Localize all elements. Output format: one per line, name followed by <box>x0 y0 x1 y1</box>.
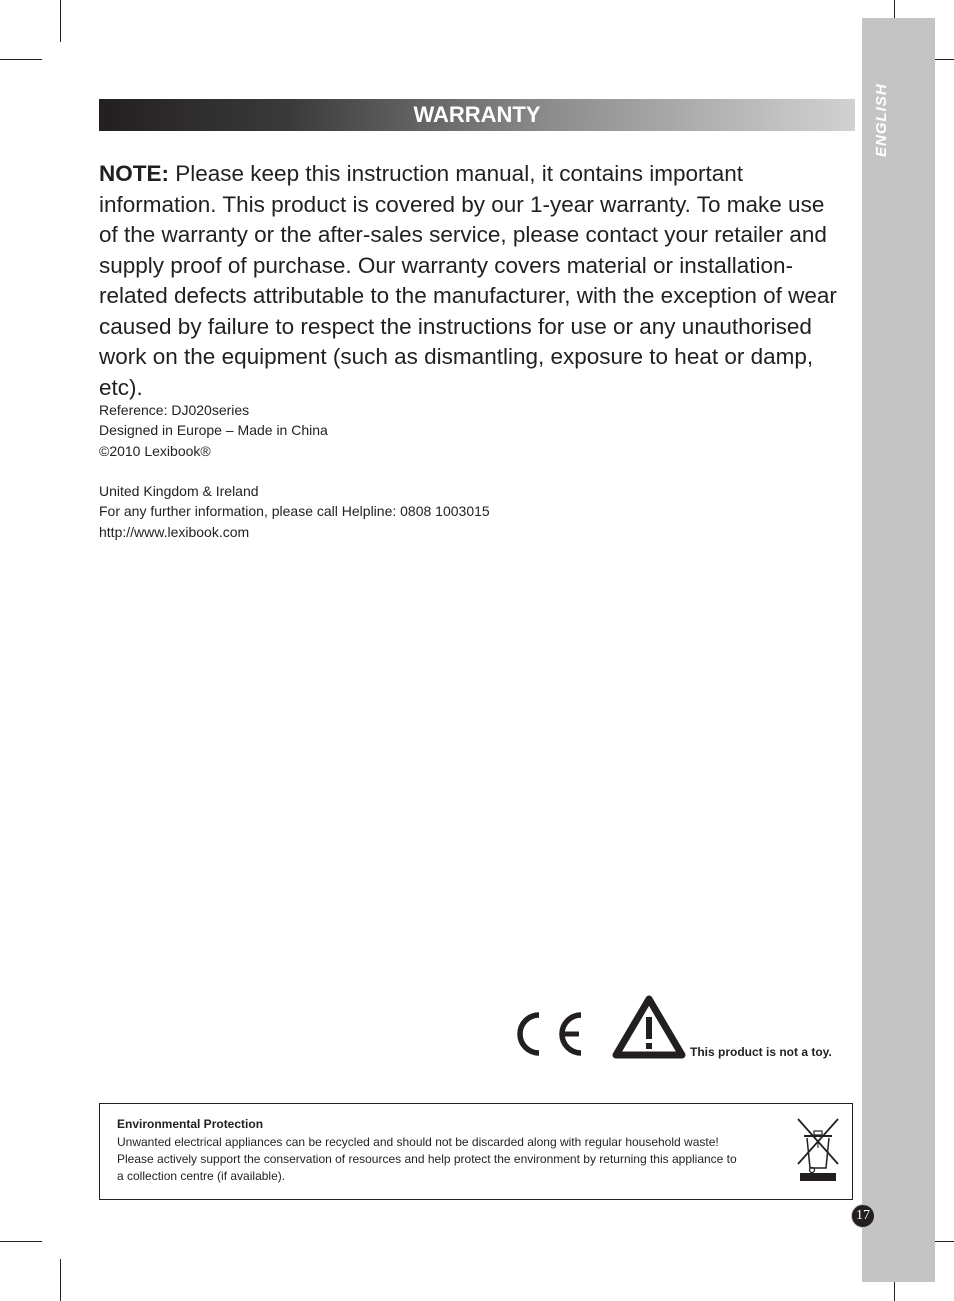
ce-mark-icon <box>513 1011 585 1057</box>
not-a-toy-warning: This product is not a toy. <box>690 1045 832 1059</box>
contact-info <box>99 481 599 542</box>
section-title: WARRANTY <box>99 99 855 131</box>
product-copyright: ©2010 Lexibook® <box>99 442 211 459</box>
crossed-out-wheelie-bin-icon <box>796 1116 840 1184</box>
crop-mark <box>0 59 42 60</box>
environment-text: Unwanted electrical appliances can be recycled and should not be discarded along with regular household waste! Please actively support the conservation of resources and help protect the environment by returning this appliance to a collection centre (if available). <box>117 1135 737 1183</box>
environment-title: Environmental Protection <box>117 1117 264 1131</box>
contact-website: http://www.lexibook.com <box>99 523 250 540</box>
crop-mark <box>60 1259 61 1301</box>
page-number: 17 <box>851 1204 875 1228</box>
product-info <box>99 400 599 461</box>
note-text: Please keep this instruction manual, it contains important information. This product is covered by our 1-year warranty. To make use of the warranty or the after-sales service, please contact your retailer and supply proof of purchase. Our warranty covers material or installation-related defects attributable to the manufacturer, with the exception of wear caused by failure to respect the instructions for use or any unauthorised work on the equipment (such as dismantling, exposure to heat or damp, etc). <box>99 161 837 400</box>
warranty-note <box>99 159 839 403</box>
contact-helpline: For any further information, please call Helpline: 0808 1003015 <box>99 503 490 520</box>
environmental-protection-box <box>99 1103 853 1200</box>
language-side-tab <box>862 18 935 1282</box>
crop-mark <box>0 1241 42 1242</box>
product-origin: Designed in Europe – Made in China <box>99 422 328 439</box>
language-label: ENGLISH <box>873 83 890 157</box>
product-reference: Reference: DJ020series <box>99 402 250 418</box>
crop-mark <box>60 0 61 42</box>
note-label: NOTE: <box>99 161 169 186</box>
contact-region: United Kingdom & Ireland <box>99 483 259 499</box>
warning-triangle-icon <box>612 995 686 1059</box>
